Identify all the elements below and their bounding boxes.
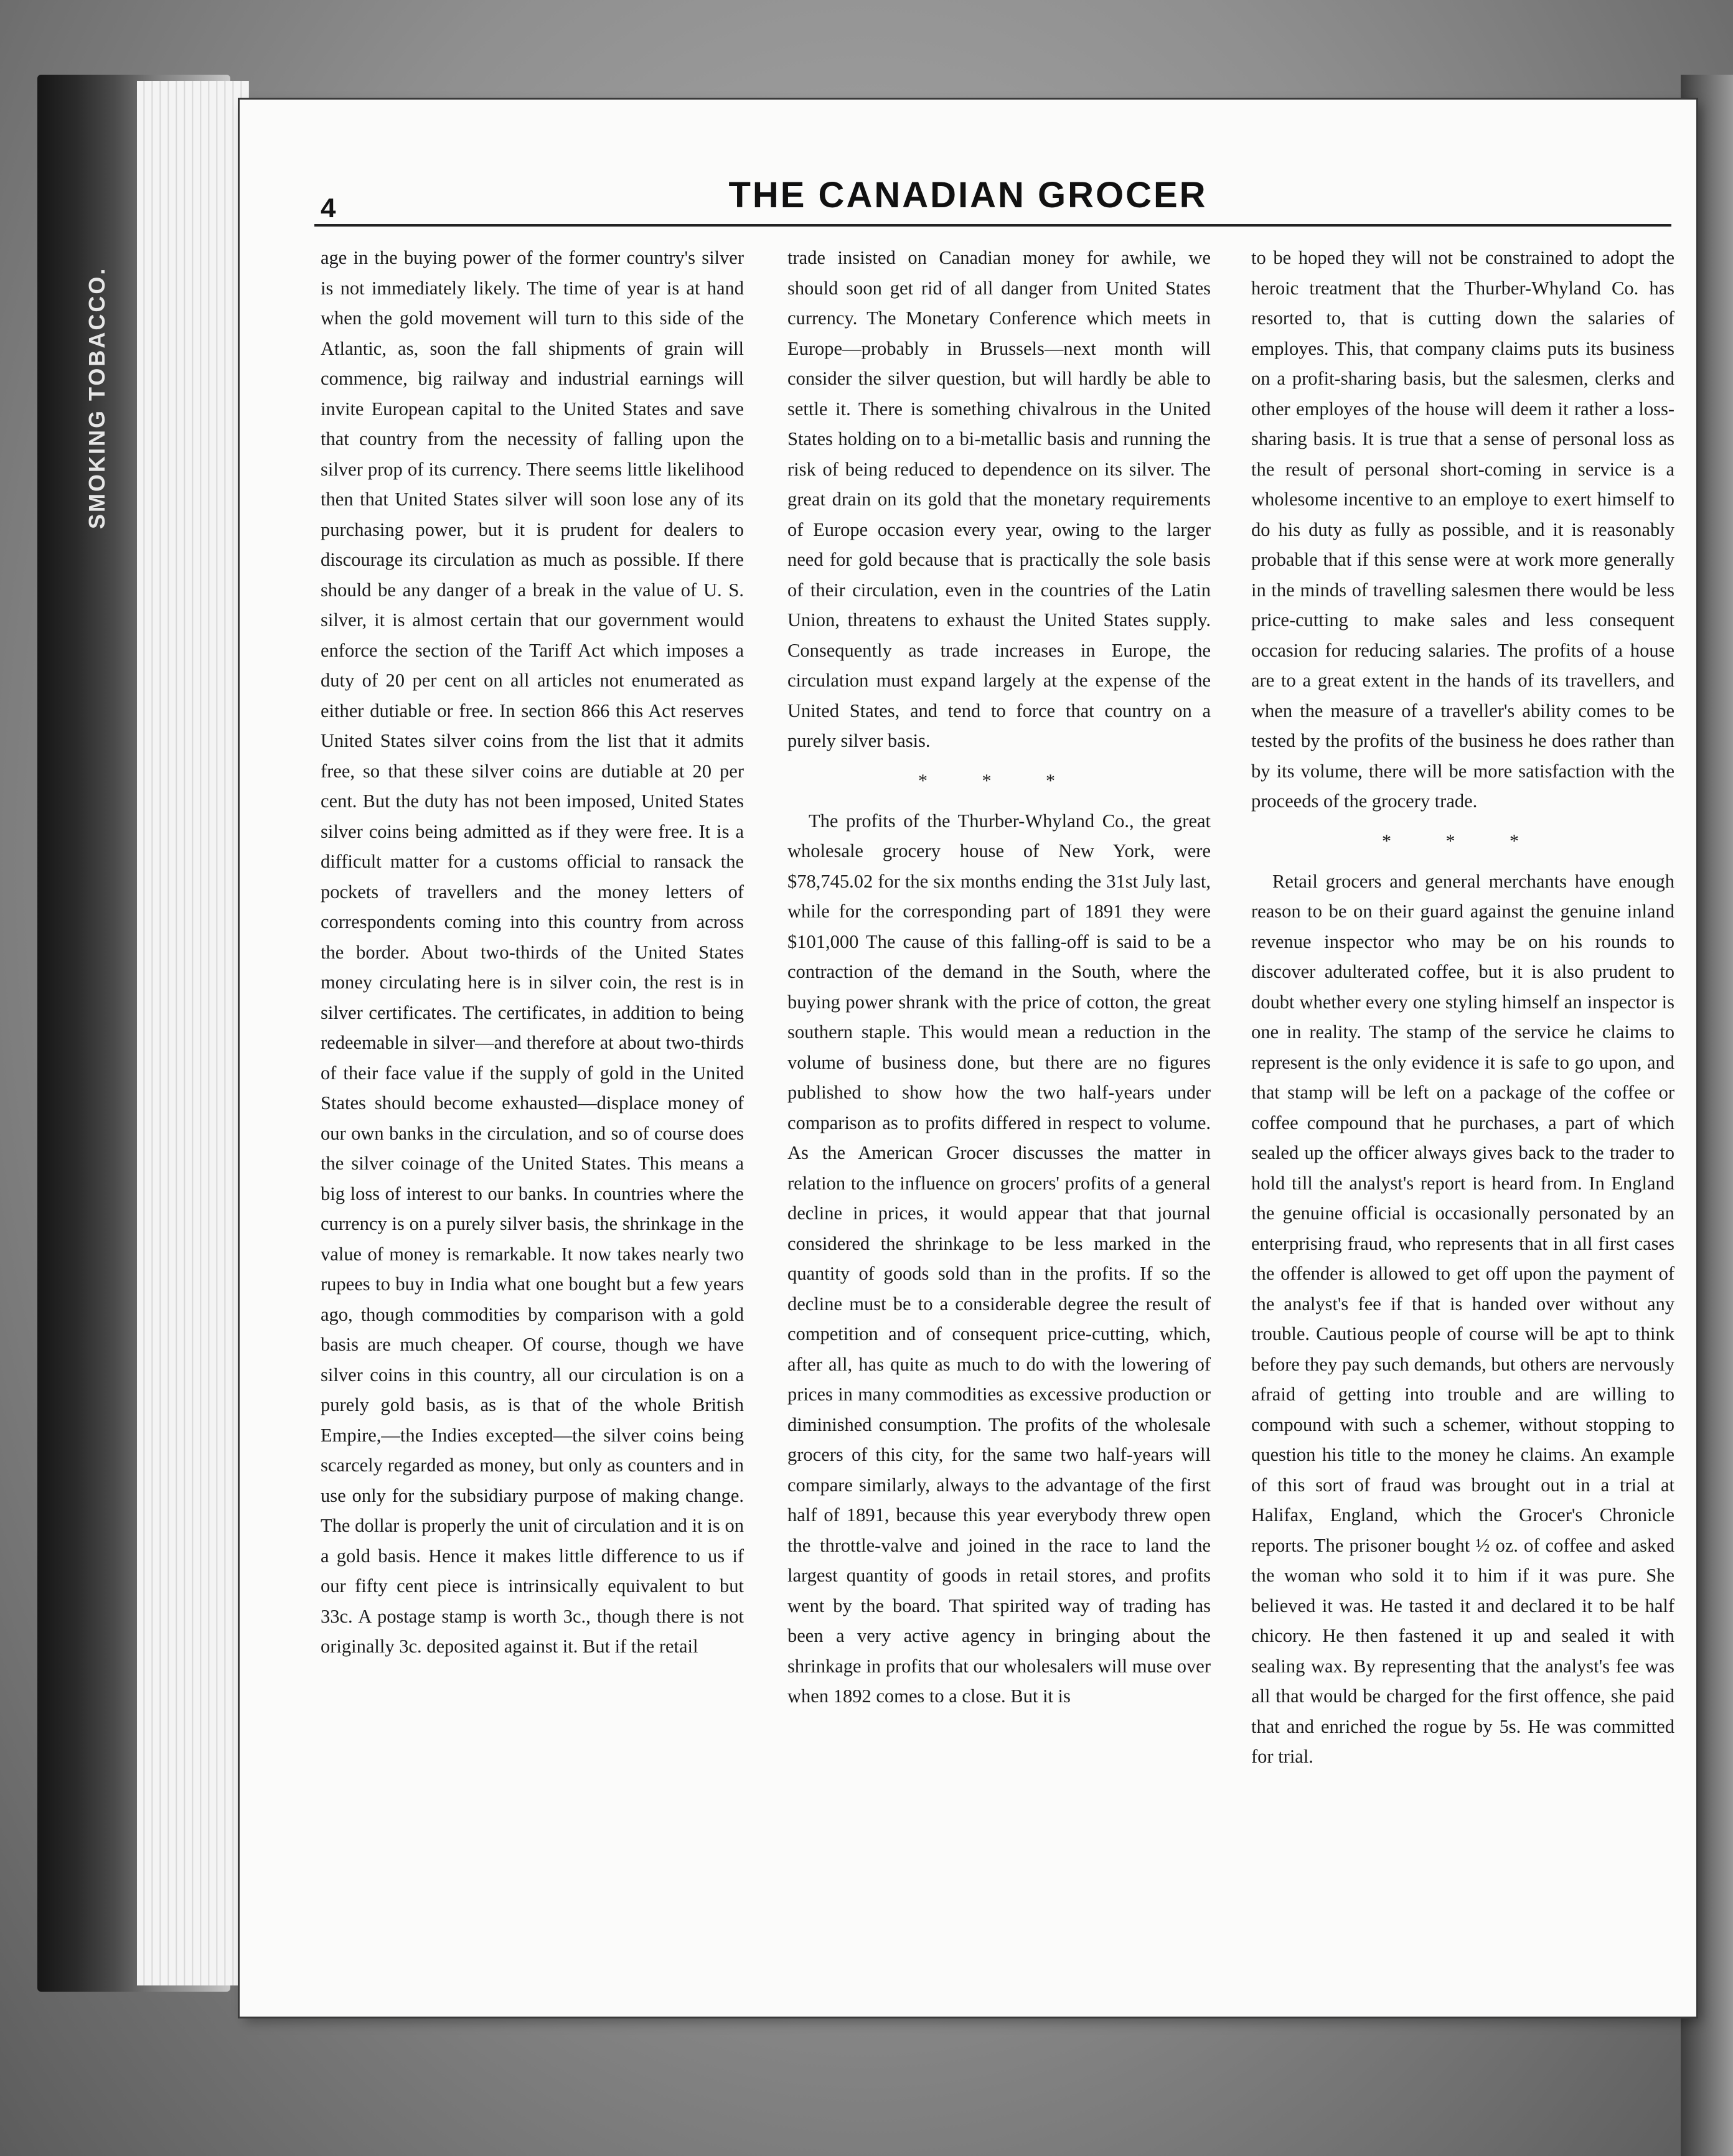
section-divider: * * * [918,770,1080,791]
masthead-title: THE CANADIAN GROCER [728,175,1208,215]
article-paragraph: trade insisted on Canadian money for awhile, we should soon get rid of all danger from United States currency. The Monetary Conference which meets in Europe—probably in Brussels—next month will consider the silver question, but will hardly be able to settle it. There is something chivalrous in the United States holding on to a bi-metallic basis and running the risk of being reduced to dependence on its silver. The great drain on its gold that the monetary requirements of Europe occasion every year, owing to the larger need for gold because that is practically the sole basis of their circulation, even in the countries of the Latin Union, threatens to exhaust the United States supply. Consequently as trade increases in Europe, the circulation must expand largely at the expense of the United States, and tend to force that country on a purely silver basis. [787,247,1211,751]
article-paragraph: to be hoped they will not be constrained to adopt the heroic treatment that the Thurber-Whyland Co. has resorted to, that is cutting down the salaries of employes. This, that company claims puts its business on a profit-sharing basis, but the salesmen, clerks and other employes of the house will deem it rather a loss-sharing basis. It is true that a sense of personal loss as the result of personal short-coming in service is a wholesome incentive to an employe to exert himself to do his duty as fully as possible, and it is reasonably probable that if this sense were at work more generally in the minds of travelling salesmen there would be less price-cutting to make sales and less consequent occasion for reducing salaries. The profits of a house are to a great extent in the hands of its travellers, and when the measure of a traveller's ability comes to be tested by the profits of the business he does rather than by its volume, there will be more satisfaction with the proceeds of the grocery trade. [1251,247,1674,812]
page-edges [137,81,249,1985]
article-paragraph: Retail grocers and general merchants have enough reason to be on their guard against the genuine inland revenue inspector who may be on his rounds to discover adulterated coffee, but it is also prudent to doubt whether every one styling himself an inspector is one in reality. The stamp of the service he claims to represent is the only evidence it is safe to go upon, and that stamp will be left on a package of the coffee or coffee compound that he purchases, a part of which sealed up the officer always gives back to the trader to hold till the analyst's report is heard from. In England the genuine official is occasionally personated by an enterprising fraud, who represents that in all first cases the offender is allowed to get off upon the payment of the analyst's fee if that is handed over without any trouble. Cautious people of course will be apt to think before they pay such demands, but others are nervously afraid of getting into trouble and are willing to compound with such a schemer, without stopping to question his title to the money he claims. An example of this sort of fraud was brought out in a trial at Halifax, England, which the Grocer's Chronicle reports. The prisoner bought ½ oz. of coffee and asked the woman who sold it to him if it was pure. She believed it was. He tasted it and declared it to be half chicory. He then fastened it up and sealed it with sealing wax. By representing that the analyst's fee was all that would be charged for the first offence, she paid that and enriched the rogue by 5s. He was committed for trial. [1251,870,1674,1767]
article-paragraph: age in the buying power of the former country's silver is not immediately likely. The time of year is at hand when the gold movement will turn to this side of the Atlantic, as, soon the fall shipments of grain will commence, big railway and industrial earnings will invite European capital to the United States and save that country from the necessity of falling upon the silver prop of its currency. There seems little likelihood then that United States silver will soon lose any of its purchasing power, but it is prudent for dealers to discourage its circulation as much as possible. If there should be any danger of a break in the value of U. S. silver, it is almost certain that our government would enforce the section of the Tariff Act which imposes a duty of 20 per cent on all articles not enumerated as either dutiable or free. In section 866 this Act reserves United States silver coins from the list that it admits free, so that these silver coins are dutiable at 20 per cent. But the duty has not been imposed, United States silver coins being admitted as if they were free. It is a difficult matter for a customs official to ransack the pockets of travellers and the money letters of correspondents coming into this country from across the border. About two-thirds of the United States money circulating here is in silver coin, the rest is in silver certificates. The certificates, in addition to being redeemable in silver—and therefore at about two-thirds of their face value if the supply of gold in the United States should become exhausted—displace money of our own banks in the circulation, and so of course does the silver coinage of the United States. This means a big loss of interest to our banks. In countries where the currency is on a purely silver basis, the shrinkage in the value of money is remarkable. It now takes nearly two rupees to buy in India what one bought but a few years ago, though commodities by comparison with a gold basis are much cheaper. Of course, though we have silver coins in this country, all our circulation is on a purely gold basis, as is that of the whole British Empire,—the Indies excepted—the silver coins being scarcely regarded as money, but only as counters and in use only for the subsidiary purpose of making change. The dollar is properly the unit of circulation and it is on a gold basis. Hence it makes little difference to us if our fifty cent piece is intrinsically equivalent to but 33c. A postage stamp is worth 3c., though there is not originally 3c. deposited against it. But if the retail [321,247,744,1657]
newspaper-page [240,100,1696,2017]
spine-label: SMOKING TOBACCO. [84,266,110,529]
article-column-2 [787,243,1211,1712]
article-column-1 [321,243,744,1662]
page-number: 4 [321,193,336,223]
article-column-3 [1251,243,1674,1772]
section-divider: * * * [1382,830,1544,851]
article-paragraph: The profits of the Thurber-Whyland Co., the great wholesale grocery house of New York, were $78,745.02 for the six months ending the 31st July last, while for the corresponding part of 1891 they were $101,000 The cause of this falling-off is said to be a contraction of the demand in the South, where the buying power shrank with the price of cotton, the great southern staple. This would mean a reduction in the volume of business done, but there are no figures published to show how the two half-years under comparison as to profits differed in respect to volume. As the American Grocer discusses the matter in relation to the influence on grocers' profits of a general decline in prices, it would appear that that journal considered the shrinkage to be less marked in the quantity of goods sold than in the profits. If so the decline must be to a considerable degree the result of competition and of consequent price-cutting, which, after all, has quite as much to do with the lowering of prices in many commodities as excessive production or diminished consumption. The profits of the wholesale grocers of this city, for the same two half-years will compare similarly, always to the advantage of the first half of 1891, because this year everybody threw open the throttle-valve and joined in the race to land the largest quantity of goods in retail stores, and profits went by the board. That spirited way of trading has been a very active agency in bringing about the shrinkage in profits that our wholesalers will muse over when 1892 comes to a close. But it is [787,810,1211,1707]
masthead-rule [314,224,1671,227]
